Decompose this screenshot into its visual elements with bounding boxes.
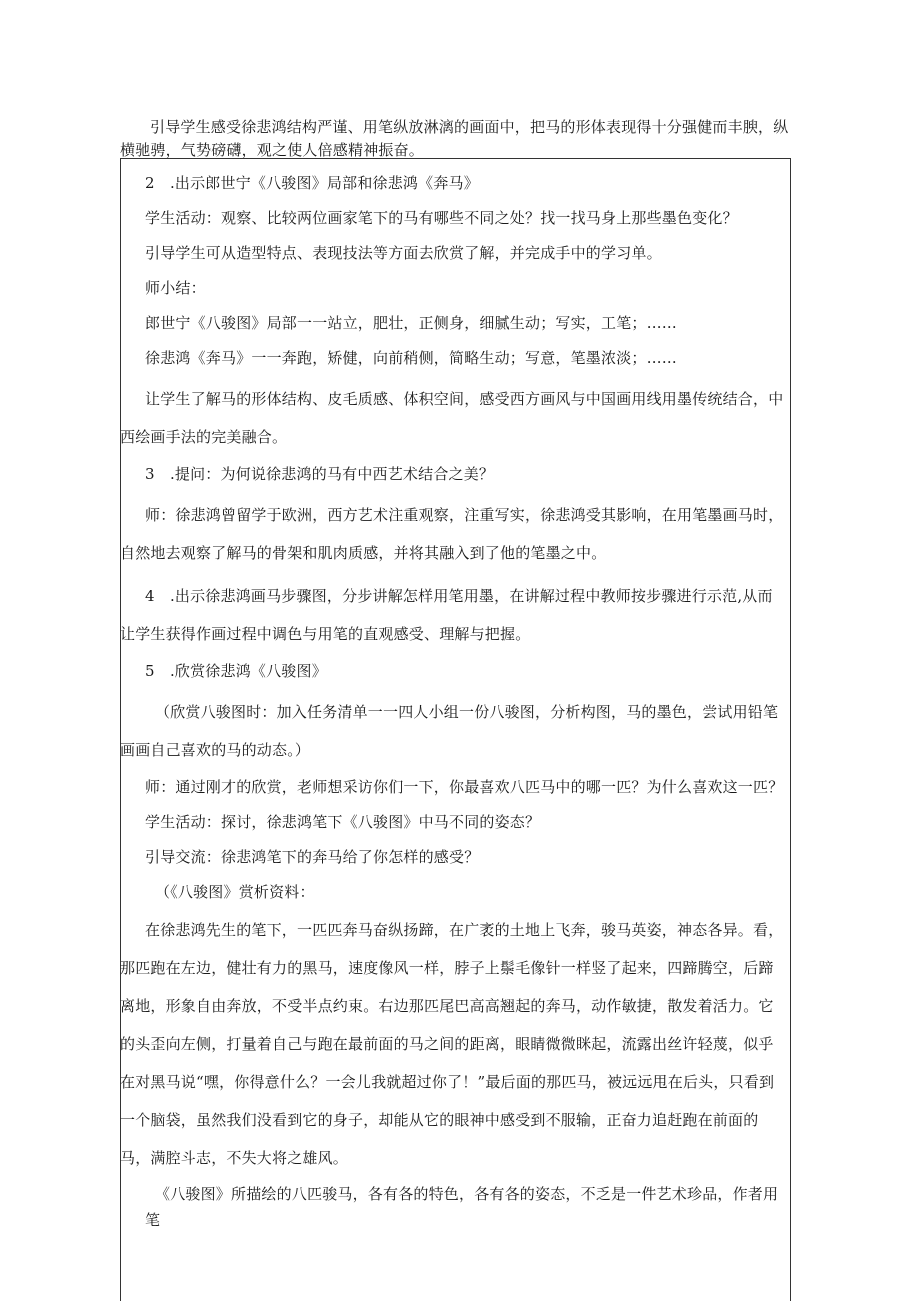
fusion-paragraph: 让学生了解马的形体结构、皮毛质感、体积空间，感受西方画风与中国画用线用墨传统结合，中西绘画手法的完美融合。	[120, 390, 784, 446]
lesson-content	[120, 170, 785, 1233]
step-4-demo: 4 .出示徐悲鸿画马步骤图，分步讲解怎样用笔用墨，在讲解过程中教师按步骤进行示范,从而让学生获得作画过程中调色与用笔的直观感受、理解与把握。	[120, 587, 773, 643]
teacher-interview: 师：通过刚才的欣赏，老师想采访你们一下，你最喜欢八匹马中的哪一匹？为什么喜欢这一匹？	[145, 778, 784, 796]
step-5-heading: 5 .欣赏徐悲鸿《八骏图》	[145, 662, 327, 680]
closing-paragraph: 《八骏图》所描绘的八匹骏马，各有各的特色，各有各的姿态，不乏是一件艺术珍品，作者用笔	[145, 1185, 779, 1229]
teacher-summary-label: 师小结：	[145, 279, 206, 297]
intro-paragraph: 引导学生感受徐悲鸿结构严谨、用笔纵放淋漓的画面中，把马的形体表现得十分强健而丰腴，纵横驰骋，气势磅礴，观之使人倍感精神振奋。	[120, 118, 789, 159]
guided-exchange: 引导交流：徐悲鸿笔下的奔马给了你怎样的感受？	[145, 848, 480, 866]
teacher-explanation: 师：徐悲鸿曾留学于欧洲，西方艺术注重观察，注重写实，徐悲鸿受其影响，在用笔墨画马时，自然地去观察了解马的骨架和肌肉质感，并将其融入到了他的笔墨之中。	[120, 506, 784, 562]
student-activity: 学生活动：观察、比较两位画家笔下的马有哪些不同之处？找一找马身上那些墨色变化？	[145, 209, 738, 227]
step-3-question: 3 .提问：为何说徐悲鸿的马有中西艺术结合之美？	[145, 465, 495, 483]
step-2-heading: 2 .出示郎世宁《八骏图》局部和徐悲鸿《奔马》	[145, 174, 479, 192]
task-list-note: （欣赏八骏图时：加入任务清单一一四人小组一份八骏图，分析构图，马的墨色，尝试用铅笔画画自己喜欢的马的动态。）	[120, 703, 779, 759]
appreciation-material-label: （《八骏图》赏析资料：	[155, 883, 315, 901]
guide-text: 引导学生可从造型特点、表现技法等方面去欣赏了解，并完成手中的学习单。	[145, 244, 662, 262]
student-discussion: 学生活动：探讨，徐悲鸿笔下《八骏图》中马不同的姿态？	[145, 813, 541, 831]
summary-xu-beihong: 徐悲鸿《奔马》一一奔跑，矫健，向前稍侧，简略生动；写意，笔墨浓淡；……	[145, 349, 678, 367]
appreciation-paragraph: 在徐悲鸿先生的笔下，一匹匹奔马奋纵扬蹄，在广袤的土地上飞奔，骏马英姿，神态各异。看，那匹跑在左边，健壮有力的黑马，速度像风一样，脖子上鬃毛像针一样竖了起来，四蹄腾空，后蹄离地，形象自由奔放，不受半点约束。右边那匹尾巴高高翘起的奔马，动作敏捷，散发着活力。它的头歪向左侧，打量着自己与跑在最前面的马之间的距离，眼睛微微眯起，流露出丝许轻蔑，似乎在对黑马说“嘿，你得意什么？一会儿我就超过你了！”最后面的那匹马，被远远甩在后头，只看到一个脑袋，虽然我们没看到它的身子，却能从它的眼神中感受到不服输，正奋力追赶跑在前面的马，满腔斗志，不失大将之雄风。	[120, 921, 784, 1167]
summary-lang-shining: 郎世宁《八骏图》局部一一站立，肥壮，正侧身，细腻生动；写实，工笔；……	[145, 314, 678, 332]
